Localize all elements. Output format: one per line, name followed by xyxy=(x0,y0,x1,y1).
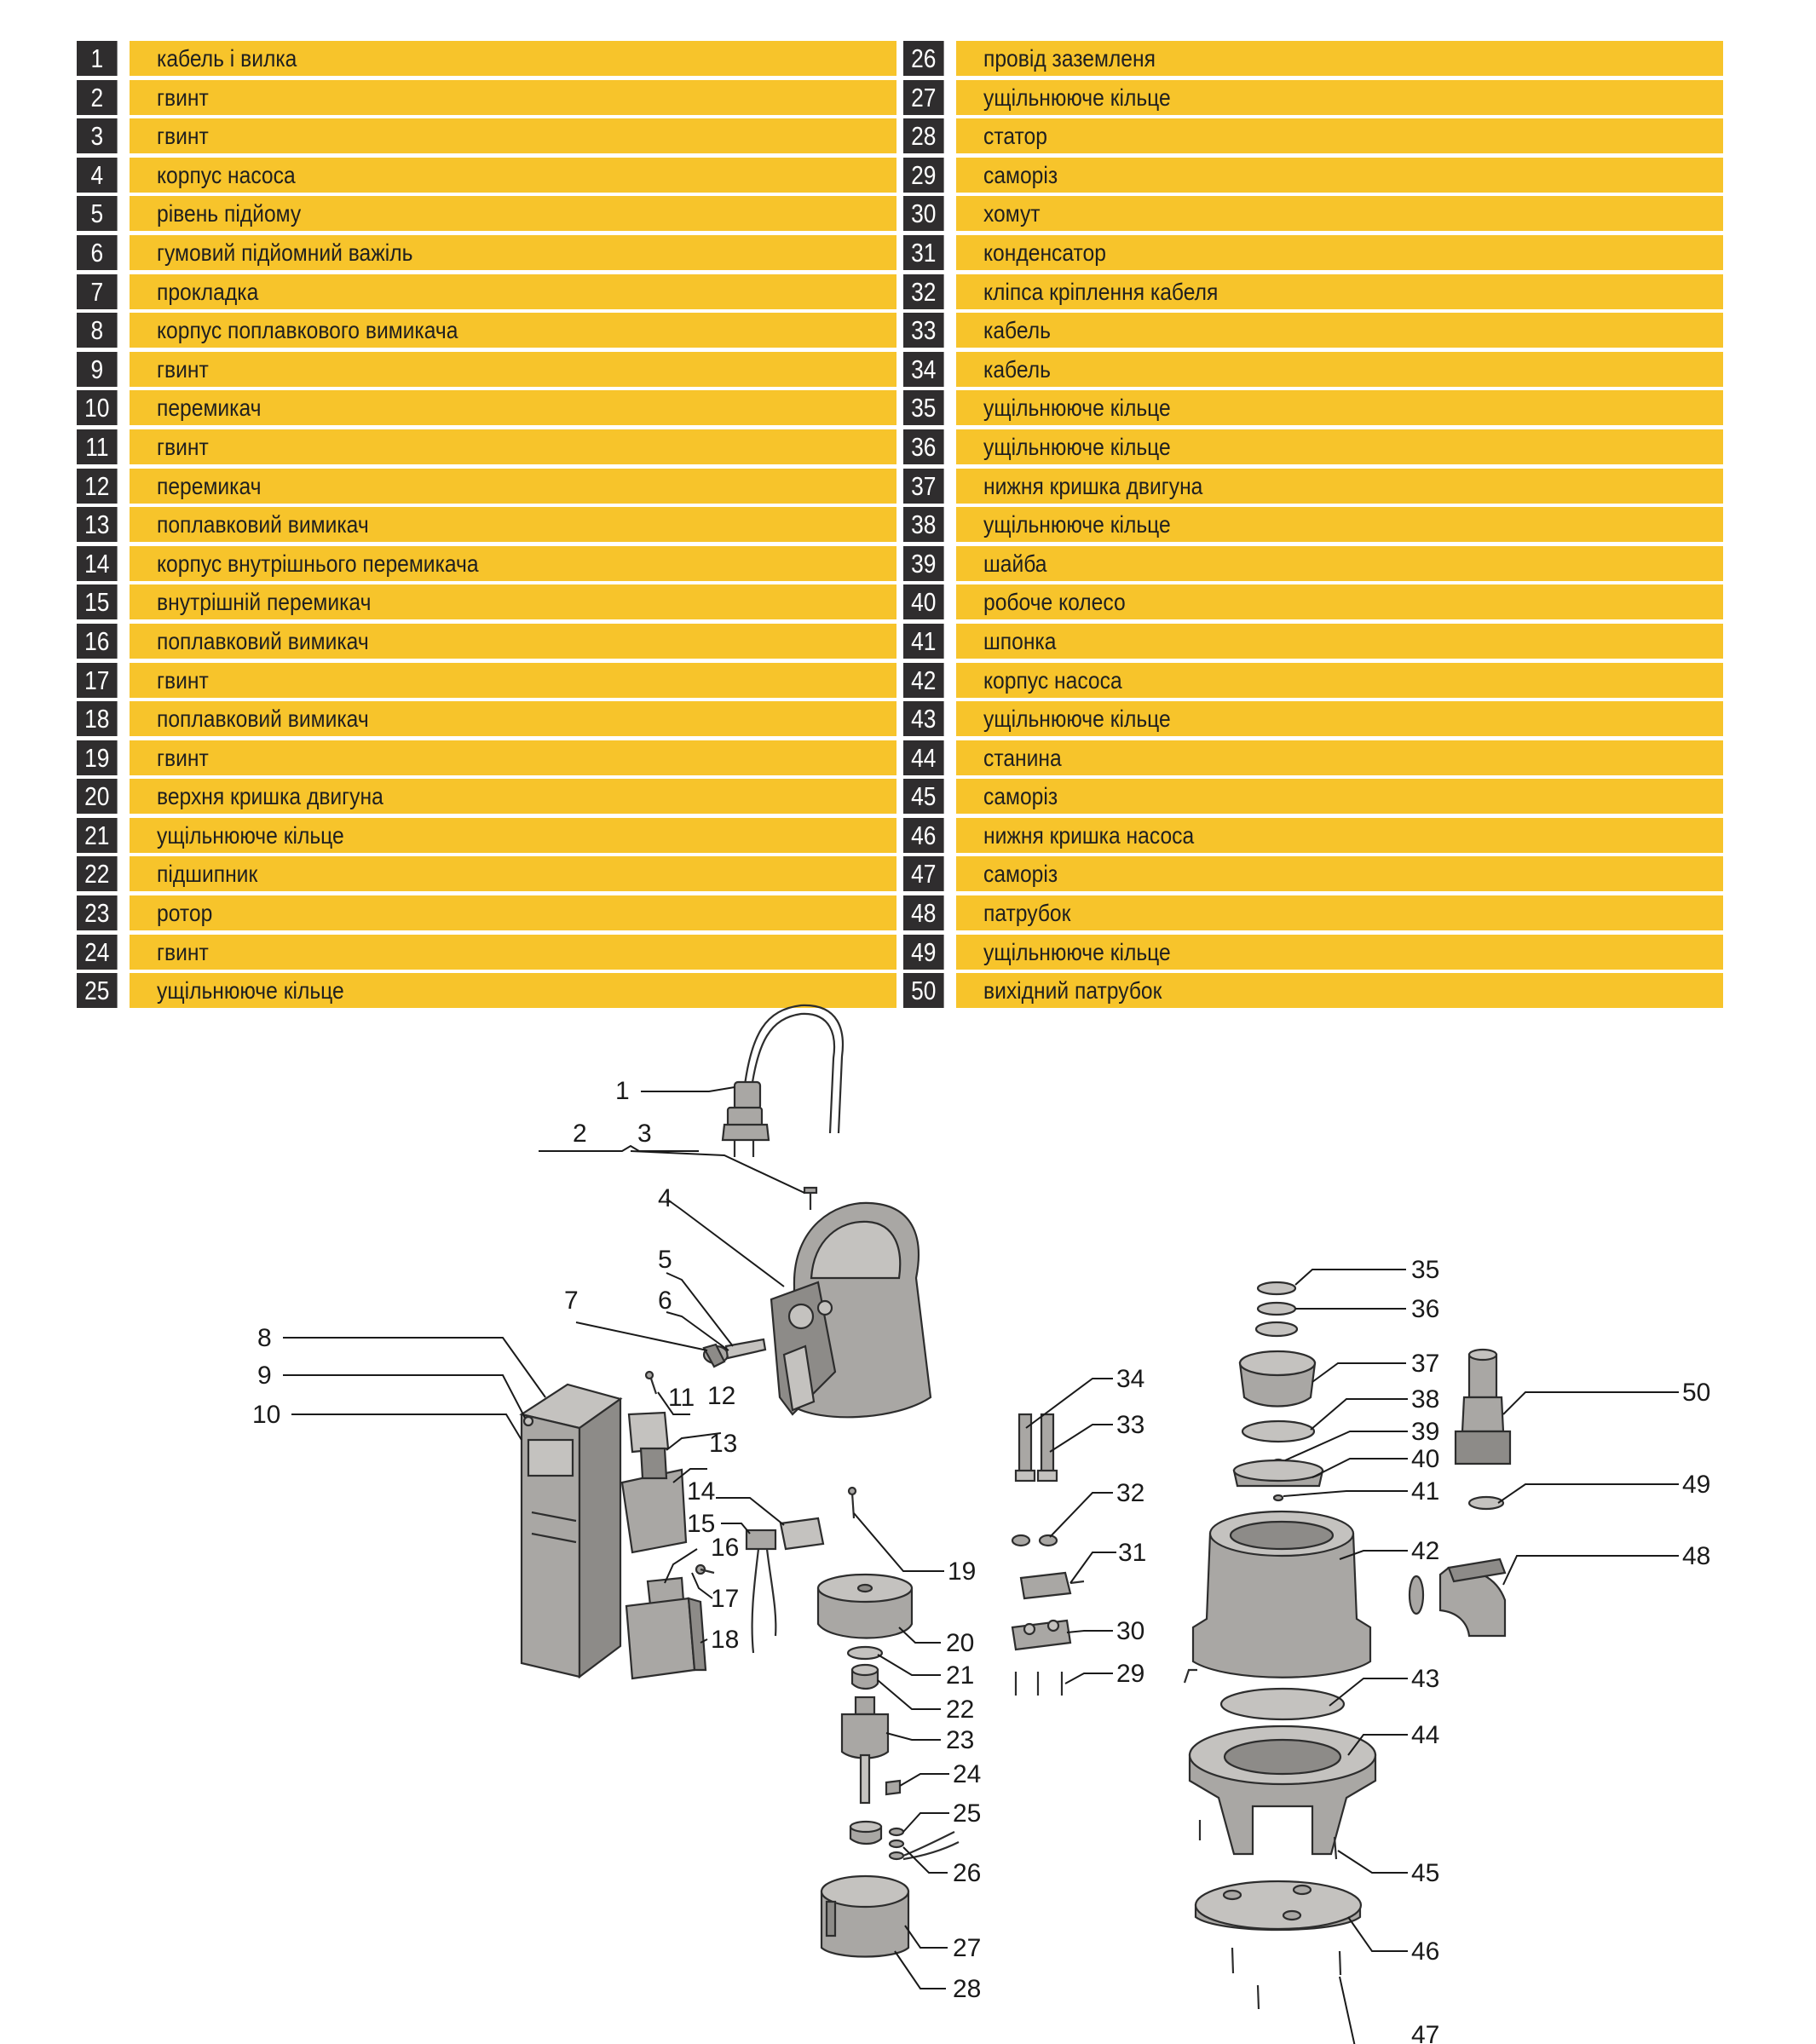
part-number: 23 xyxy=(77,895,118,930)
part-number: 1 xyxy=(77,41,118,76)
part-name: поплавковий вимикач xyxy=(157,511,369,538)
part-name: ущільнююче кільце xyxy=(983,938,1171,965)
part-number: 17 xyxy=(77,663,118,698)
upper-motor-cover-drawing xyxy=(818,1575,912,1638)
part-number: 12 xyxy=(77,469,118,504)
part-number: 27 xyxy=(903,80,944,115)
part-number: 29 xyxy=(903,158,944,193)
part-name: ущільнююче кільце xyxy=(983,705,1171,733)
callout-18: 18 xyxy=(711,1626,740,1654)
part-number: 14 xyxy=(77,546,118,581)
screw-11-drawing xyxy=(646,1372,656,1394)
part-number: 30 xyxy=(903,196,944,231)
inner-switch-drawing xyxy=(747,1518,823,1653)
callout-42: 42 xyxy=(1411,1537,1440,1565)
callout-38: 38 xyxy=(1411,1385,1440,1414)
callout-2: 2 xyxy=(573,1120,587,1148)
callout-9: 9 xyxy=(257,1362,272,1390)
part-name: робоче колесо xyxy=(983,589,1126,616)
float-switch-housing-drawing xyxy=(522,1385,620,1677)
part-number: 5 xyxy=(77,196,118,231)
part-number: 38 xyxy=(903,507,944,542)
part-number: 6 xyxy=(77,235,118,270)
callout-10: 10 xyxy=(252,1401,281,1429)
lower-motor-cover-stack-drawing xyxy=(1234,1282,1323,1500)
callout-30: 30 xyxy=(1116,1617,1145,1645)
part-name: внутрішній перемикач xyxy=(157,589,372,616)
part-number: 9 xyxy=(77,352,118,387)
part-name: підшипник xyxy=(157,861,258,888)
callout-5: 5 xyxy=(658,1246,672,1274)
callout-43: 43 xyxy=(1411,1665,1440,1693)
part-number: 42 xyxy=(903,663,944,698)
callout-40: 40 xyxy=(1411,1445,1440,1473)
part-number: 2 xyxy=(77,80,118,115)
part-number: 46 xyxy=(903,818,944,853)
part-name: ротор xyxy=(157,900,213,927)
part-name: поплавковий вимикач xyxy=(157,627,369,654)
part-number: 47 xyxy=(903,856,944,891)
part-number: 7 xyxy=(77,274,118,309)
part-name: нижня кришка двигуна xyxy=(983,472,1203,499)
part-name: саморіз xyxy=(983,783,1058,810)
callout-22: 22 xyxy=(946,1696,975,1724)
callout-20: 20 xyxy=(946,1629,975,1657)
part-name: шпонка xyxy=(983,627,1057,654)
part-number: 44 xyxy=(903,740,944,775)
part-name: гвинт xyxy=(157,355,209,383)
part-number: 39 xyxy=(903,546,944,581)
part-number: 22 xyxy=(77,856,118,891)
part-number: 10 xyxy=(77,390,118,425)
base-frame-drawing xyxy=(1190,1689,1375,1854)
screw-3-drawing xyxy=(804,1188,816,1210)
part-name: гвинт xyxy=(157,666,209,694)
part-name: корпус поплавкового вимикача xyxy=(157,317,458,344)
part-name: хомут xyxy=(983,200,1041,227)
part-name: кабель xyxy=(983,317,1051,344)
callout-33: 33 xyxy=(1116,1411,1145,1439)
part-name: корпус насоса xyxy=(983,666,1122,694)
callout-29: 29 xyxy=(1116,1660,1145,1688)
part-number: 8 xyxy=(77,313,118,348)
part-number: 21 xyxy=(77,818,118,853)
callout-39: 39 xyxy=(1411,1418,1440,1446)
callout-45: 45 xyxy=(1411,1859,1440,1887)
part-name: кліпса кріплення кабеля xyxy=(983,278,1219,305)
callout-27: 27 xyxy=(953,1934,982,1962)
callout-47: 47 xyxy=(1411,2021,1440,2044)
part-number: 43 xyxy=(903,701,944,736)
part-number: 19 xyxy=(77,740,118,775)
callout-44: 44 xyxy=(1411,1721,1440,1749)
callout-46: 46 xyxy=(1411,1937,1440,1966)
part-number: 26 xyxy=(903,41,944,76)
part-number: 32 xyxy=(903,274,944,309)
part-number: 18 xyxy=(77,701,118,736)
callout-36: 36 xyxy=(1411,1295,1440,1323)
part-name: верхня кришка двигуна xyxy=(157,783,383,810)
pump-casing-42-drawing xyxy=(1185,1511,1370,1683)
rotor-drawing xyxy=(842,1697,888,1803)
small-parts-29-34-drawing xyxy=(1012,1414,1084,1696)
part-number: 16 xyxy=(77,624,118,659)
part-name: прокладка xyxy=(157,278,259,305)
callout-49: 49 xyxy=(1682,1471,1711,1499)
part-name: вихідний патрубок xyxy=(983,977,1162,1005)
part-number: 50 xyxy=(903,973,944,1008)
part-name: ущільнююче кільце xyxy=(157,977,344,1005)
part-name: ущільнююче кільце xyxy=(983,511,1171,538)
callout-14: 14 xyxy=(687,1477,716,1506)
part-name: шайба xyxy=(983,550,1047,577)
part-name: гвинт xyxy=(157,744,209,771)
callout-11: 11 xyxy=(668,1384,695,1412)
callout-16: 16 xyxy=(711,1534,740,1562)
part-name: статор xyxy=(983,123,1047,150)
part-name: нижня кришка насоса xyxy=(983,821,1195,849)
callout-25: 25 xyxy=(953,1799,982,1828)
callout-34: 34 xyxy=(1116,1365,1145,1393)
part-name: перемикач xyxy=(157,394,262,422)
callout-24: 24 xyxy=(953,1760,982,1788)
part-number: 31 xyxy=(903,235,944,270)
part-name: корпус насоса xyxy=(157,161,296,188)
part-name: кабель xyxy=(983,355,1051,383)
part-name: кабель і вилка xyxy=(157,45,297,72)
part-number: 35 xyxy=(903,390,944,425)
part-number: 36 xyxy=(903,429,944,464)
callout-7: 7 xyxy=(564,1287,579,1315)
part-number: 33 xyxy=(903,313,944,348)
part-name: гумовий підйомний важіль xyxy=(157,239,413,266)
part-number: 24 xyxy=(77,935,118,970)
part-number: 48 xyxy=(903,895,944,930)
float-switch-16-18-drawing xyxy=(626,1565,714,1678)
stator-drawing xyxy=(822,1876,908,1957)
part-name: станина xyxy=(983,744,1062,771)
part-name: ущільнююче кільце xyxy=(157,821,344,849)
bottom-cover-drawing xyxy=(1196,1820,1361,2009)
cable-and-plug-drawing xyxy=(723,1005,843,1157)
callout-17: 17 xyxy=(711,1585,740,1613)
ring-bearing-drawing xyxy=(848,1647,882,1689)
part-name: корпус внутрішнього перемикача xyxy=(157,550,479,577)
part-name: ущільнююче кільце xyxy=(983,394,1171,422)
callout-31: 31 xyxy=(1118,1539,1147,1567)
callout-19: 19 xyxy=(948,1557,977,1586)
part-number: 34 xyxy=(903,352,944,387)
callout-3: 3 xyxy=(637,1120,652,1148)
callout-1: 1 xyxy=(615,1077,630,1105)
part-number: 15 xyxy=(77,584,118,619)
callout-35: 35 xyxy=(1411,1256,1440,1284)
part-name: гвинт xyxy=(157,123,209,150)
part-name: ущільнююче кільце xyxy=(983,83,1171,111)
part-number: 40 xyxy=(903,584,944,619)
part-number: 11 xyxy=(77,429,118,464)
part-number: 20 xyxy=(77,779,118,814)
callout-23: 23 xyxy=(946,1726,975,1754)
part-name: рівень підйому xyxy=(157,200,302,227)
callout-28: 28 xyxy=(953,1975,982,2003)
part-name: поплавковий вимикач xyxy=(157,705,369,733)
callout-37: 37 xyxy=(1411,1350,1440,1378)
part-name: гвинт xyxy=(157,938,209,965)
part-number: 49 xyxy=(903,935,944,970)
callout-12: 12 xyxy=(707,1382,736,1410)
part-name: конденсатор xyxy=(983,239,1106,266)
callout-21: 21 xyxy=(946,1661,975,1690)
callout-15: 15 xyxy=(687,1510,716,1538)
callout-41: 41 xyxy=(1411,1477,1440,1506)
callout-32: 32 xyxy=(1116,1479,1145,1507)
callout-26: 26 xyxy=(953,1859,982,1887)
part-number: 25 xyxy=(77,973,118,1008)
callout-13: 13 xyxy=(709,1430,738,1458)
part-name: саморіз xyxy=(983,861,1058,888)
switch-12-13-drawing xyxy=(622,1413,686,1552)
part-name: патрубок xyxy=(983,900,1071,927)
part-number: 28 xyxy=(903,118,944,153)
part-number: 41 xyxy=(903,624,944,659)
part-number: 13 xyxy=(77,507,118,542)
part-name: гвинт xyxy=(157,83,209,111)
callout-50: 50 xyxy=(1682,1379,1711,1407)
lift-lever-drawing xyxy=(704,1339,765,1367)
callout-8: 8 xyxy=(257,1324,272,1352)
callout-6: 6 xyxy=(658,1287,672,1315)
part-number: 3 xyxy=(77,118,118,153)
callout-4: 4 xyxy=(658,1184,672,1212)
part-name: гвинт xyxy=(157,433,209,460)
part-number: 45 xyxy=(903,779,944,814)
part-name: ущільнююче кільце xyxy=(983,433,1171,460)
part-name: саморіз xyxy=(983,161,1058,188)
part-number: 4 xyxy=(77,158,118,193)
pump-housing-drawing xyxy=(771,1203,931,1417)
part-name: перемикач xyxy=(157,472,262,499)
part-number: 37 xyxy=(903,469,944,504)
part-name: провід заземленя xyxy=(983,45,1156,72)
callout-48: 48 xyxy=(1682,1542,1711,1570)
